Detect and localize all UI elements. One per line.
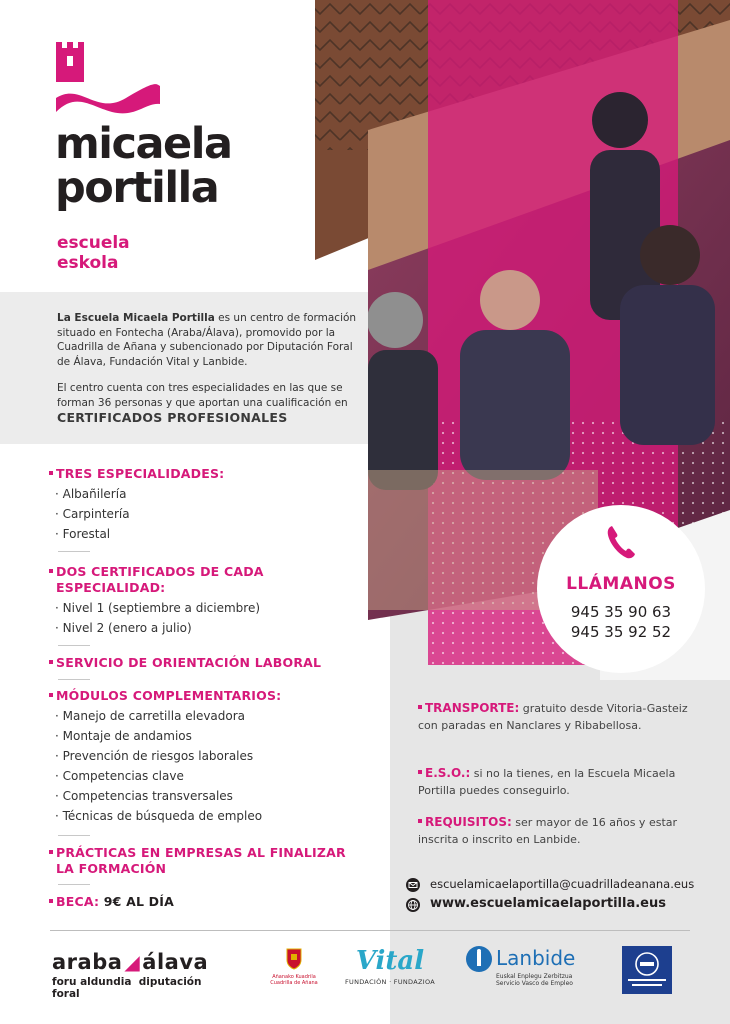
- brand-sub-escuela: escuela: [57, 233, 130, 253]
- especialidades-title: TRES ESPECIALIDADES:: [56, 466, 225, 481]
- coat-of-arms-icon: [286, 948, 302, 970]
- intro-p2: El centro cuenta con tres especialidades en las que se forman 36 personas y que aportan una cualificación en: [57, 382, 348, 409]
- divider: [58, 645, 90, 646]
- globe-icon: [406, 898, 420, 912]
- lanbide-sub-2: Servicio Vasco de Empleo: [496, 980, 573, 987]
- lanbide-word: Lanbide: [496, 946, 576, 970]
- intro-certificados: CERTIFICADOS PROFESIONALES: [57, 410, 288, 425]
- list-item: · Montaje de andamios: [55, 729, 192, 743]
- vital-sub: FUNDACIÓN · FUNDAZIOA: [344, 978, 436, 986]
- araba-sub-1: foru aldundia: [52, 976, 132, 988]
- divider: [58, 679, 90, 680]
- bullet-square-icon: [418, 705, 422, 709]
- bullet-square-icon: [49, 850, 53, 854]
- bullet-square-icon: [418, 770, 422, 774]
- logo-araba: [52, 950, 232, 1000]
- araba-word: araba: [52, 950, 123, 974]
- brand-sub: [57, 233, 130, 273]
- anana-name-2: Cuadrilla de Añana: [270, 980, 318, 986]
- intro-bold: La Escuela Micaela Portilla: [57, 312, 215, 324]
- lanbide-icon: [466, 946, 492, 972]
- bullet-square-icon: [49, 660, 53, 664]
- list-item: · Prevención de riesgos laborales: [55, 749, 254, 763]
- intro-paragraph-2: [57, 381, 357, 410]
- list-item: · Competencias transversales: [55, 789, 233, 803]
- info-eso: [418, 765, 690, 799]
- section-practicas: [49, 845, 379, 877]
- logo-anana: [262, 948, 326, 986]
- araba-slash-icon: ◢: [124, 950, 141, 974]
- info-requisitos: [418, 814, 690, 848]
- bullet-square-icon: [49, 693, 53, 697]
- list-item: · Manejo de carretilla elevadora: [55, 709, 246, 723]
- list-item: · Albañilería: [55, 487, 127, 501]
- practicas-title-1: PRÁCTICAS EN EMPRESAS AL FINALIZAR: [56, 845, 346, 860]
- alava-word: álava: [142, 950, 209, 974]
- requisitos-text: ser mayor de 16 años y estar inscrita o inscrito en Lanbide.: [418, 816, 678, 846]
- section-beca: [49, 894, 369, 910]
- eso-label: E.S.O.:: [425, 766, 471, 780]
- phone-icon: [606, 524, 636, 560]
- call-label: LLÁMANOS: [566, 574, 676, 594]
- vital-word: Vital: [355, 946, 425, 976]
- section-especialidades: [49, 466, 369, 544]
- intro-rest: es un centro de formación situado en Fontecha (Araba/Álava), promovido por la Cuadrilla de Añana y subencionado por Diputación Foral de Álava, Fundación Vital y Lanbide.: [57, 312, 357, 368]
- orientacion-title: SERVICIO DE ORIENTACIÓN LABORAL: [56, 655, 322, 670]
- bullet-square-icon: [418, 819, 422, 823]
- footer-divider: [50, 930, 690, 931]
- intro-paragraph-1: [57, 311, 357, 369]
- certificados-title-1: DOS CERTIFICADOS DE CADA: [56, 564, 264, 579]
- list-item: · Nivel 1 (septiembre a diciembre): [55, 601, 261, 615]
- list-item: · Técnicas de búsqueda de empleo: [55, 809, 263, 823]
- brand-name: [55, 119, 232, 213]
- certificados-title-2: ESPECIALIDAD:: [56, 580, 166, 595]
- brand-name-line1: micaela: [55, 119, 232, 169]
- requisitos-label: REQUISITOS:: [425, 815, 512, 829]
- phone-number-2[interactable]: 945 35 92 52: [570, 623, 672, 641]
- email-icon: [406, 878, 420, 892]
- lanbide-sub-1: Euskal Enplegu Zerbitzua: [496, 973, 573, 980]
- info-transporte: [418, 700, 690, 734]
- eso-text: si no la tienes, en la Escuela Micaela Portilla puedes conseguirlo.: [418, 767, 676, 797]
- beca-value: 9€ AL DÍA: [103, 894, 174, 909]
- divider: [58, 551, 90, 552]
- bullet-square-icon: [49, 569, 53, 573]
- section-certificados: [49, 564, 369, 638]
- web-row: [406, 896, 726, 914]
- brand-sub-eskola: eskola: [57, 253, 119, 273]
- transporte-text: gratuito desde Vitoria-Gasteiz con paradas en Nanclares y Ribabellosa.: [418, 702, 688, 732]
- list-item: · Competencias clave: [55, 769, 184, 783]
- divider: [58, 835, 90, 836]
- beca-label: BECA:: [56, 894, 100, 909]
- practicas-title-2: LA FORMACIÓN: [56, 861, 167, 876]
- anana-name-1: Añanako Kuadrila: [272, 974, 316, 980]
- castle-logo-icon: [56, 42, 160, 118]
- bullet-square-icon: [49, 899, 53, 903]
- web-link[interactable]: www.escuelamicaelaportilla.eus: [430, 896, 666, 911]
- section-orientacion: [49, 655, 369, 671]
- section-modulos: [49, 688, 369, 826]
- araba-sub-2: diputación foral: [52, 976, 202, 1000]
- list-item: · Forestal: [55, 527, 111, 541]
- list-item: · Carpintería: [55, 507, 130, 521]
- email-link[interactable]: escuelamicaelaportilla@cuadrilladeanana.eus: [430, 877, 695, 891]
- brand-name-line2: portilla: [55, 163, 219, 213]
- logo-vital: [344, 946, 436, 986]
- intro-text: [57, 311, 357, 426]
- email-row: [406, 876, 726, 894]
- phone-number-1[interactable]: 945 35 90 63: [570, 603, 672, 621]
- divider: [58, 884, 90, 885]
- bullet-square-icon: [49, 471, 53, 475]
- transporte-label: TRANSPORTE:: [425, 701, 520, 715]
- quality-seal-icon: [622, 946, 672, 994]
- modulos-title: MÓDULOS COMPLEMENTARIOS:: [56, 688, 282, 703]
- list-item: · Nivel 2 (enero a julio): [55, 621, 192, 635]
